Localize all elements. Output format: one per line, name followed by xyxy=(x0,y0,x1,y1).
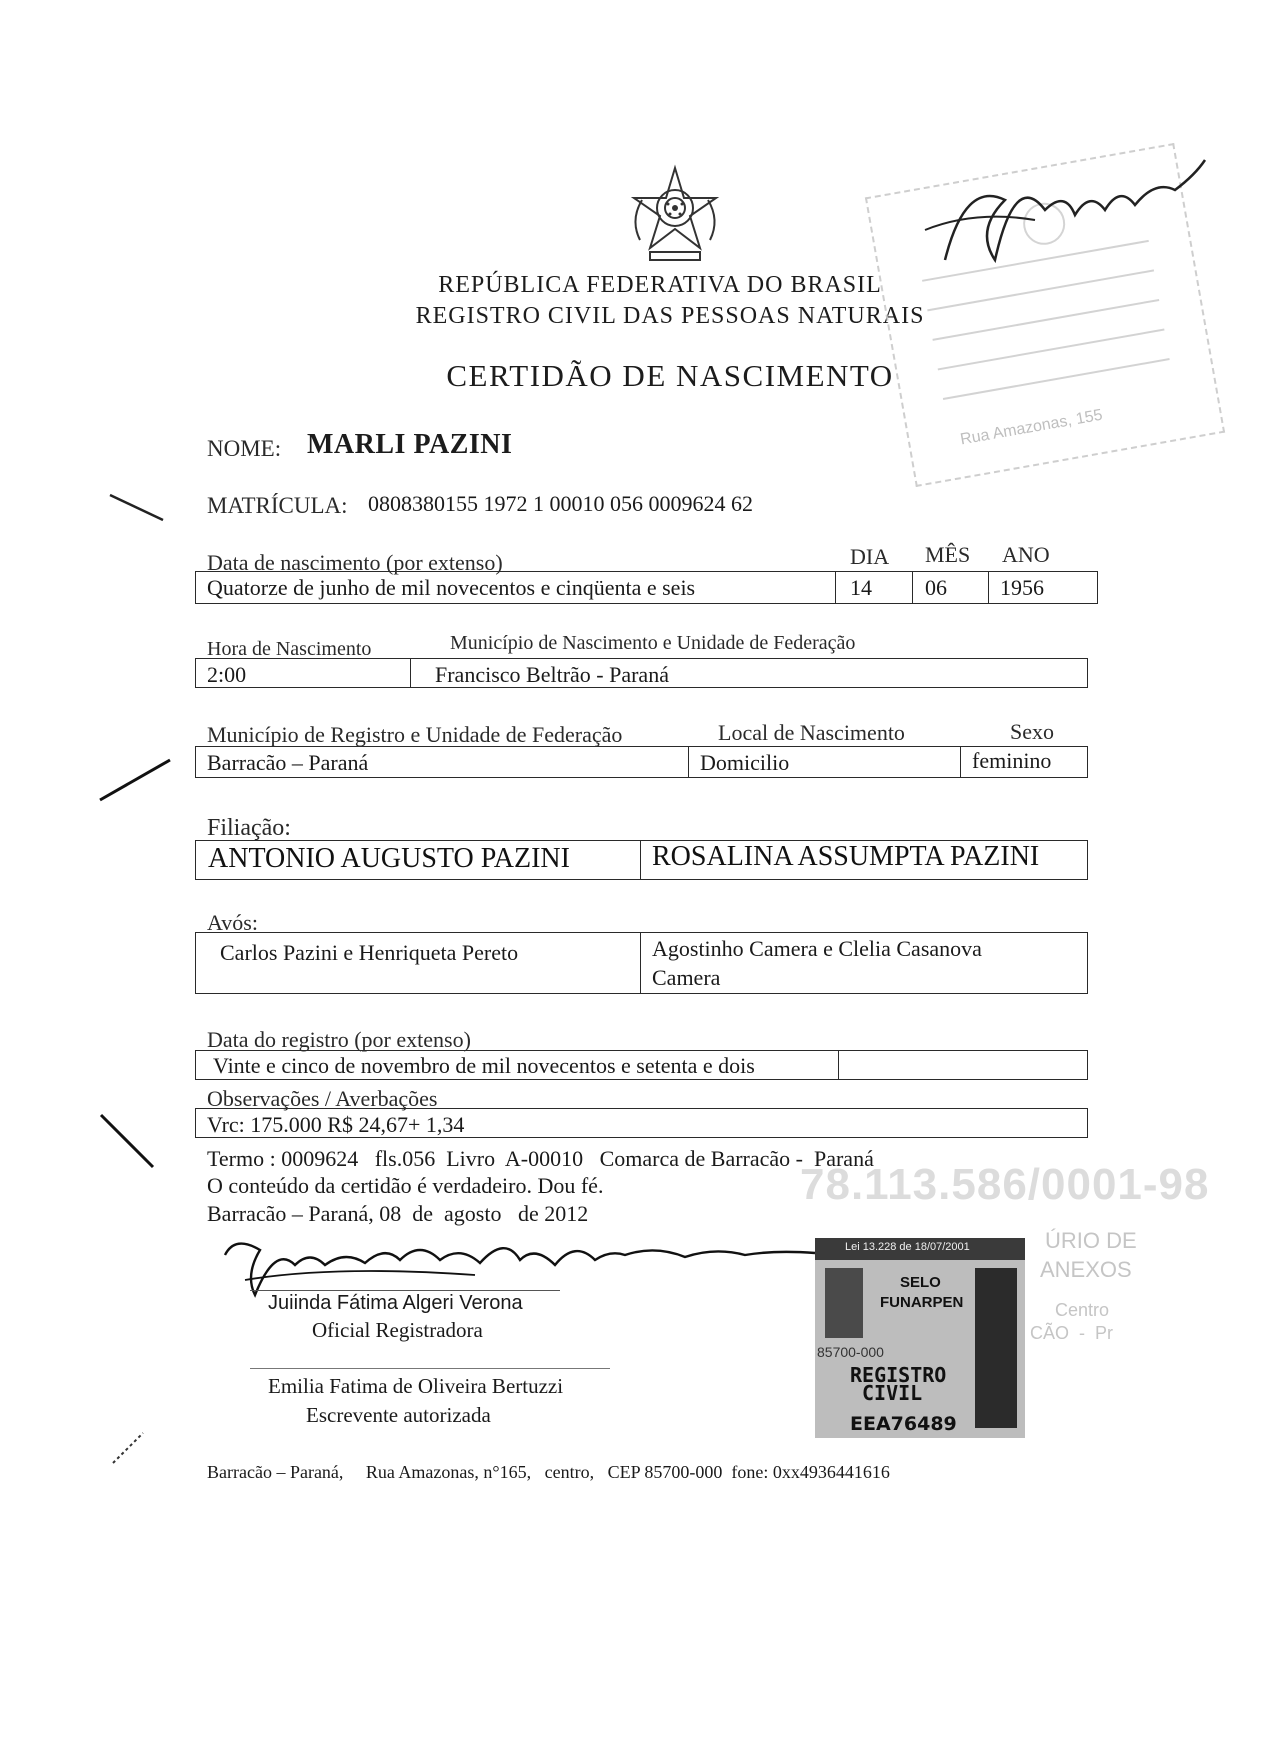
maternal-grandparents-line1: Agostinho Camera e Clelia Casanova xyxy=(652,936,982,961)
document-title: CERTIDÃO DE NASCIMENTO xyxy=(446,358,894,393)
funarpen-seal xyxy=(815,1238,1025,1438)
top-stamp-street: Rua Amazonas, 155 xyxy=(958,406,1104,449)
seal-cep: 85700-000 xyxy=(817,1344,884,1360)
birth-place: Domicilio xyxy=(700,750,790,775)
mes-label: MÊS xyxy=(925,542,971,567)
father-name: ANTONIO AUGUSTO PAZINI xyxy=(208,843,570,874)
birth-year: 1956 xyxy=(1000,575,1044,600)
mother-name: ROSALINA ASSUMPTA PAZINI xyxy=(652,841,1040,872)
margin-mark-4 xyxy=(108,1428,148,1473)
seal-code: EEA76489 xyxy=(850,1413,957,1435)
grandparents-label: Avós: xyxy=(207,910,258,935)
birth-sep-1 xyxy=(835,571,836,604)
birth-date-label: Data de nascimento (por extenso) xyxy=(207,550,503,575)
birth-day: 14 xyxy=(850,575,872,600)
registry-city-label: Município de Registro e Unidade de Federação xyxy=(207,722,623,747)
seal-law: Lei 13.228 de 18/07/2001 xyxy=(845,1241,970,1253)
sex: feminino xyxy=(972,748,1052,773)
ano-label: ANO xyxy=(1002,542,1050,567)
matricula-value: 0808380155 1972 1 00010 056 0009624 62 xyxy=(368,491,753,516)
cnpj-stamp: 78.113.586/0001-98 xyxy=(800,1160,1210,1209)
registration-date-label: Data do registro (por extenso) xyxy=(207,1027,471,1052)
birth-place-label: Local de Nascimento xyxy=(718,720,905,745)
registry-sep-1 xyxy=(688,746,689,778)
official-signature-line xyxy=(250,1290,560,1291)
place-date-line: Barracão – Paraná, 08 de agosto de 2012 xyxy=(207,1201,589,1226)
name-label: NOME: xyxy=(207,436,282,461)
seal-emblem-left xyxy=(825,1268,863,1338)
birth-hour: 2:00 xyxy=(207,662,247,687)
paternal-grandparents: Carlos Pazini e Henriqueta Pereto xyxy=(220,940,519,965)
faint-stamp-text-1: ÚRIO DE xyxy=(1045,1228,1137,1253)
handwritten-signature-top xyxy=(915,140,1215,290)
birth-city-label: Município de Nascimento e Unidade de Federação xyxy=(450,632,856,654)
faint-stamp-text-3: Centro xyxy=(1055,1300,1110,1320)
seal-selo: SELO xyxy=(900,1274,941,1291)
registry-sep-2 xyxy=(960,746,961,778)
grandparents-sep xyxy=(640,932,641,994)
registry-city: Barracão – Paraná xyxy=(207,750,369,775)
birth-month: 06 xyxy=(925,575,947,600)
attestation-line: O conteúdo da certidão é verdadeiro. Dou fé. xyxy=(207,1173,604,1198)
official-name: Juiinda Fátima Algeri Verona xyxy=(268,1292,523,1314)
margin-mark-3 xyxy=(98,1112,158,1177)
clerk-name: Emilia Fatima de Oliveira Bertuzzi xyxy=(268,1374,564,1398)
faint-stamp-text-2: ANEXOS xyxy=(1040,1257,1132,1282)
registration-date-sep xyxy=(838,1050,839,1080)
birth-date-text: Quatorze de junho de mil novecentos e cinqüenta e seis xyxy=(207,575,696,600)
clerk-signature-line xyxy=(250,1368,610,1369)
birth-city: Francisco Beltrão - Paraná xyxy=(435,662,669,687)
sex-label: Sexo xyxy=(1010,719,1054,744)
observations-label: Observações / Averbações xyxy=(207,1086,438,1111)
dia-label: DIA xyxy=(850,544,890,569)
matricula-label: MATRÍCULA: xyxy=(207,493,348,518)
seal-registro: REGISTRO xyxy=(850,1363,947,1387)
seal-emblem-right xyxy=(975,1268,1017,1428)
faint-stamp-text-4: CÃO - Pr xyxy=(1030,1323,1114,1343)
observations-text: Vrc: 175.000 R$ 24,67+ 1,34 xyxy=(207,1112,465,1137)
termo-line: Termo : 0009624 fls.056 Livro A-00010 Comarca de Barracão - Paraná xyxy=(207,1146,874,1171)
margin-mark-1 xyxy=(108,490,168,535)
registry-heading: REGISTRO CIVIL DAS PESSOAS NATURAIS xyxy=(415,303,925,329)
clerk-role: Escrevente autorizada xyxy=(306,1403,491,1427)
birth-sep-2 xyxy=(912,571,913,604)
official-role: Oficial Registradora xyxy=(312,1318,483,1342)
filiation-sep xyxy=(640,840,641,880)
seal-funarpen: FUNARPEN xyxy=(880,1294,964,1311)
registry-address: Barracão – Paraná, Rua Amazonas, n°165, centro, CEP 85700-000 fone: 0xx4936441616 xyxy=(207,1462,890,1482)
hour-city-sep xyxy=(410,658,411,688)
country-heading: REPÚBLICA FEDERATIVA DO BRASIL xyxy=(438,272,882,298)
birth-hour-label: Hora de Nascimento xyxy=(207,638,372,660)
registration-date-text: Vinte e cinco de novembro de mil novecentos e setenta e dois xyxy=(213,1053,755,1078)
name-value: MARLI PAZINI xyxy=(307,429,513,460)
birth-sep-3 xyxy=(988,571,989,604)
brasil-coat-of-arms xyxy=(620,160,730,270)
margin-mark-2 xyxy=(95,755,175,810)
filiation-label: Filiação: xyxy=(207,815,291,841)
maternal-grandparents-line2: Camera xyxy=(652,965,721,990)
seal-civil: CIVIL xyxy=(862,1381,923,1405)
